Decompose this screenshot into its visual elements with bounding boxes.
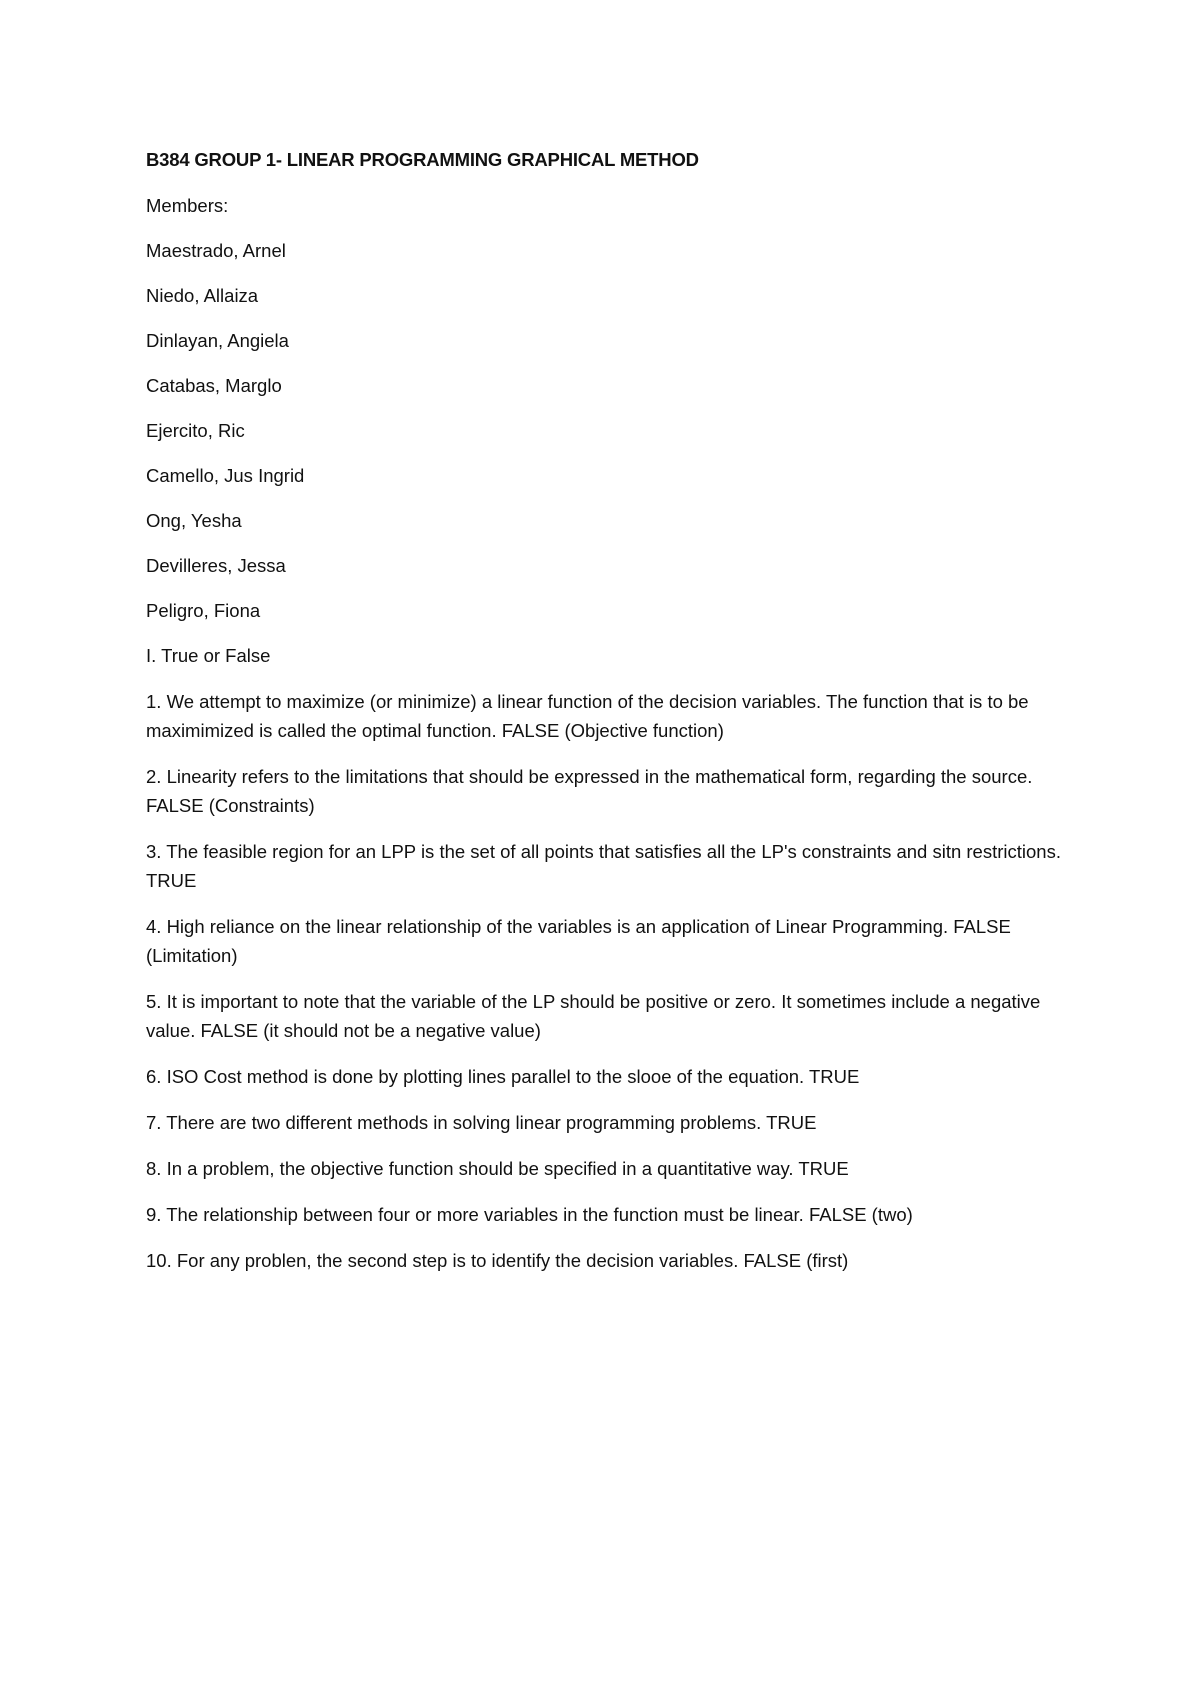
members-list — [146, 237, 1076, 625]
member-name: Camello, Jus Ingrid — [146, 465, 305, 486]
question-item: 3. The feasible region for an LPP is the set of all points that satisfies all the LP's constraints and sitn restrictions. TRUE — [146, 841, 1061, 891]
question-item: 10. For any problen, the second step is to identify the decision variables. FALSE (first) — [146, 1250, 849, 1271]
section-heading: I. True or False — [146, 645, 271, 666]
question-item: 8. In a problem, the objective function should be specified in a quantitative way. TRUE — [146, 1158, 849, 1179]
member-name: Ejercito, Ric — [146, 420, 245, 441]
question-item: 9. The relationship between four or more variables in the function must be linear. FALSE (two) — [146, 1204, 913, 1225]
question-item: 5. It is important to note that the variable of the LP should be positive or zero. It sometimes include a negative value. FALSE (it should not be a negative value) — [146, 991, 1041, 1041]
question-item: 1. We attempt to maximize (or minimize) a linear function of the decision variables. The function that is to be maximimized is called the optimal function. FALSE (Objective function) — [146, 691, 1029, 741]
question-item: 2. Linearity refers to the limitations that should be expressed in the mathematical form, regarding the source. FALSE (Constraints) — [146, 766, 1033, 816]
member-name: Ong, Yesha — [146, 510, 242, 531]
member-name: Dinlayan, Angiela — [146, 330, 289, 351]
question-item: 7. There are two different methods in solving linear programming problems. TRUE — [146, 1112, 817, 1133]
question-item: 6. ISO Cost method is done by plotting lines parallel to the slooe of the equation. TRUE — [146, 1066, 860, 1087]
member-name: Devilleres, Jessa — [146, 555, 286, 576]
member-name: Niedo, Allaiza — [146, 285, 259, 306]
member-name: Peligro, Fiona — [146, 600, 261, 621]
document-body — [146, 146, 1076, 1292]
question-item: 4. High reliance on the linear relationship of the variables is an application of Linear Programming. FALSE (Limitation) — [146, 916, 1011, 966]
member-name: Catabas, Marglo — [146, 375, 282, 396]
document-title: B384 GROUP 1- LINEAR PROGRAMMING GRAPHICAL METHOD — [146, 149, 699, 170]
members-label: Members: — [146, 195, 229, 216]
member-name: Maestrado, Arnel — [146, 240, 286, 261]
question-list — [146, 687, 1076, 1275]
